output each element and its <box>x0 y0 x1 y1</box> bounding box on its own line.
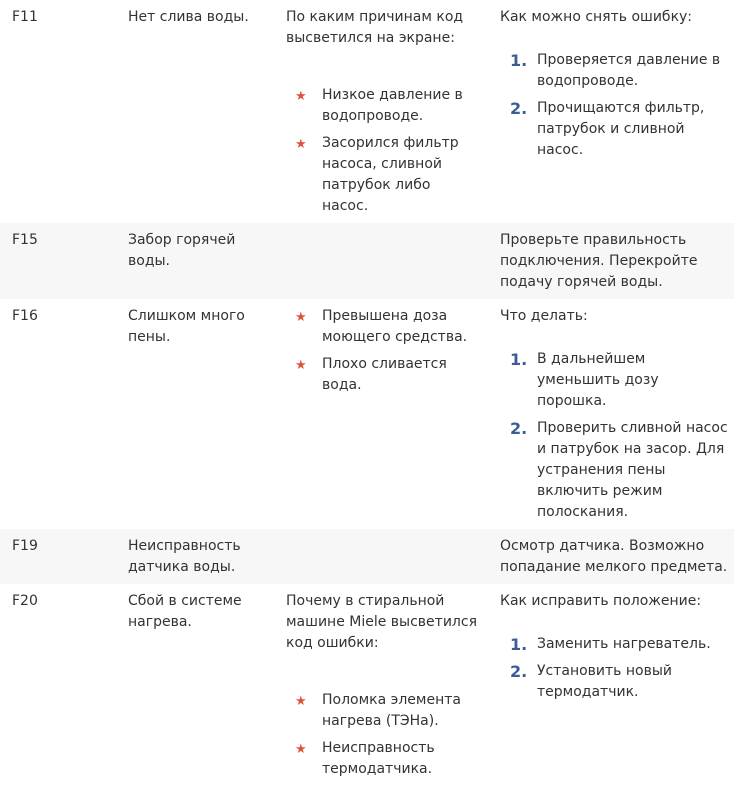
problem-text: Нет слива воды. <box>128 9 249 25</box>
star-icon: ★ <box>295 89 307 104</box>
fix-cell <box>488 0 734 223</box>
star-icon: ★ <box>295 358 307 373</box>
fix-list <box>500 634 728 703</box>
problem-text: Забор горячей воды. <box>116 223 274 299</box>
list-item: 1. В дальнейшем уменьшить дозу порошка. <box>510 350 659 409</box>
fix-cell <box>488 299 734 529</box>
list-item: 1. Заменить нагреватель. <box>510 635 711 654</box>
list-item: 2. Проверить сливной насос и патрубок на засор. Для устранения пены включить режим полоскания. <box>510 419 728 520</box>
error-code: F20 <box>12 593 38 609</box>
causes-cell <box>274 223 488 299</box>
number-marker: 1. <box>510 350 528 369</box>
number-marker: 2. <box>510 419 528 438</box>
causes-cell <box>274 0 488 223</box>
causes-intro: Почему в стиральной машине Miele высветился код ошибки: <box>286 593 477 651</box>
causes-cell <box>274 299 488 529</box>
fix-list <box>500 50 728 161</box>
table-row <box>0 299 734 529</box>
table-row <box>0 584 734 810</box>
table-row <box>0 529 734 584</box>
fix-text: Проверьте правильность подключения. Перекройте подачу горячей воды. <box>488 223 734 299</box>
number-marker: 2. <box>510 99 528 118</box>
fix-text: Осмотр датчика. Возможно попадание мелкого предмета. <box>488 529 734 584</box>
star-icon: ★ <box>295 742 307 757</box>
star-icon: ★ <box>295 310 307 325</box>
number-marker: 2. <box>510 662 528 681</box>
list-item: ★ Низкое давление в водопроводе. <box>295 87 463 124</box>
problem-text: Неисправность датчика воды. <box>116 529 274 584</box>
list-item: 2. Прочищаются фильтр, патрубок и сливной насос. <box>510 99 705 158</box>
number-marker: 1. <box>510 51 528 70</box>
causes-cell <box>274 529 488 584</box>
problem-text: Слишком много пены. <box>128 308 245 345</box>
table-row <box>0 0 734 223</box>
causes-list <box>286 85 478 217</box>
list-item: ★ Неисправность термодатчика. <box>295 740 435 777</box>
list-item: 2. Установить новый термодатчик. <box>510 662 673 700</box>
star-icon: ★ <box>295 137 307 152</box>
number-marker: 1. <box>510 635 528 654</box>
fix-list <box>500 349 728 523</box>
causes-cell <box>274 584 488 810</box>
list-item: ★ Поломка элемента нагрева (ТЭНа). <box>295 692 461 729</box>
causes-intro: По каким причинам код высветился на экране: <box>286 9 464 46</box>
error-code: F19 <box>0 529 116 584</box>
star-icon: ★ <box>295 694 307 709</box>
fix-cell <box>488 584 734 810</box>
fix-intro: Что делать: <box>500 308 588 324</box>
error-code: F15 <box>0 223 116 299</box>
list-item: 1. Проверяется давление в водопроводе. <box>510 51 721 89</box>
list-item: ★ Засорился фильтр насоса, сливной патрубок либо насос. <box>295 135 459 214</box>
list-item: ★ Превышена доза моющего средства. <box>295 308 468 345</box>
error-code: F16 <box>12 308 38 324</box>
error-code: F11 <box>12 9 38 25</box>
problem-text: Сбой в системе нагрева. <box>128 593 242 630</box>
fix-intro: Как можно снять ошибку: <box>500 9 693 25</box>
list-item: ★ Плохо сливается вода. <box>295 356 447 393</box>
table-row <box>0 223 734 299</box>
causes-list <box>286 306 478 396</box>
fix-intro: Как исправить положение: <box>500 593 702 609</box>
causes-list <box>286 690 478 780</box>
